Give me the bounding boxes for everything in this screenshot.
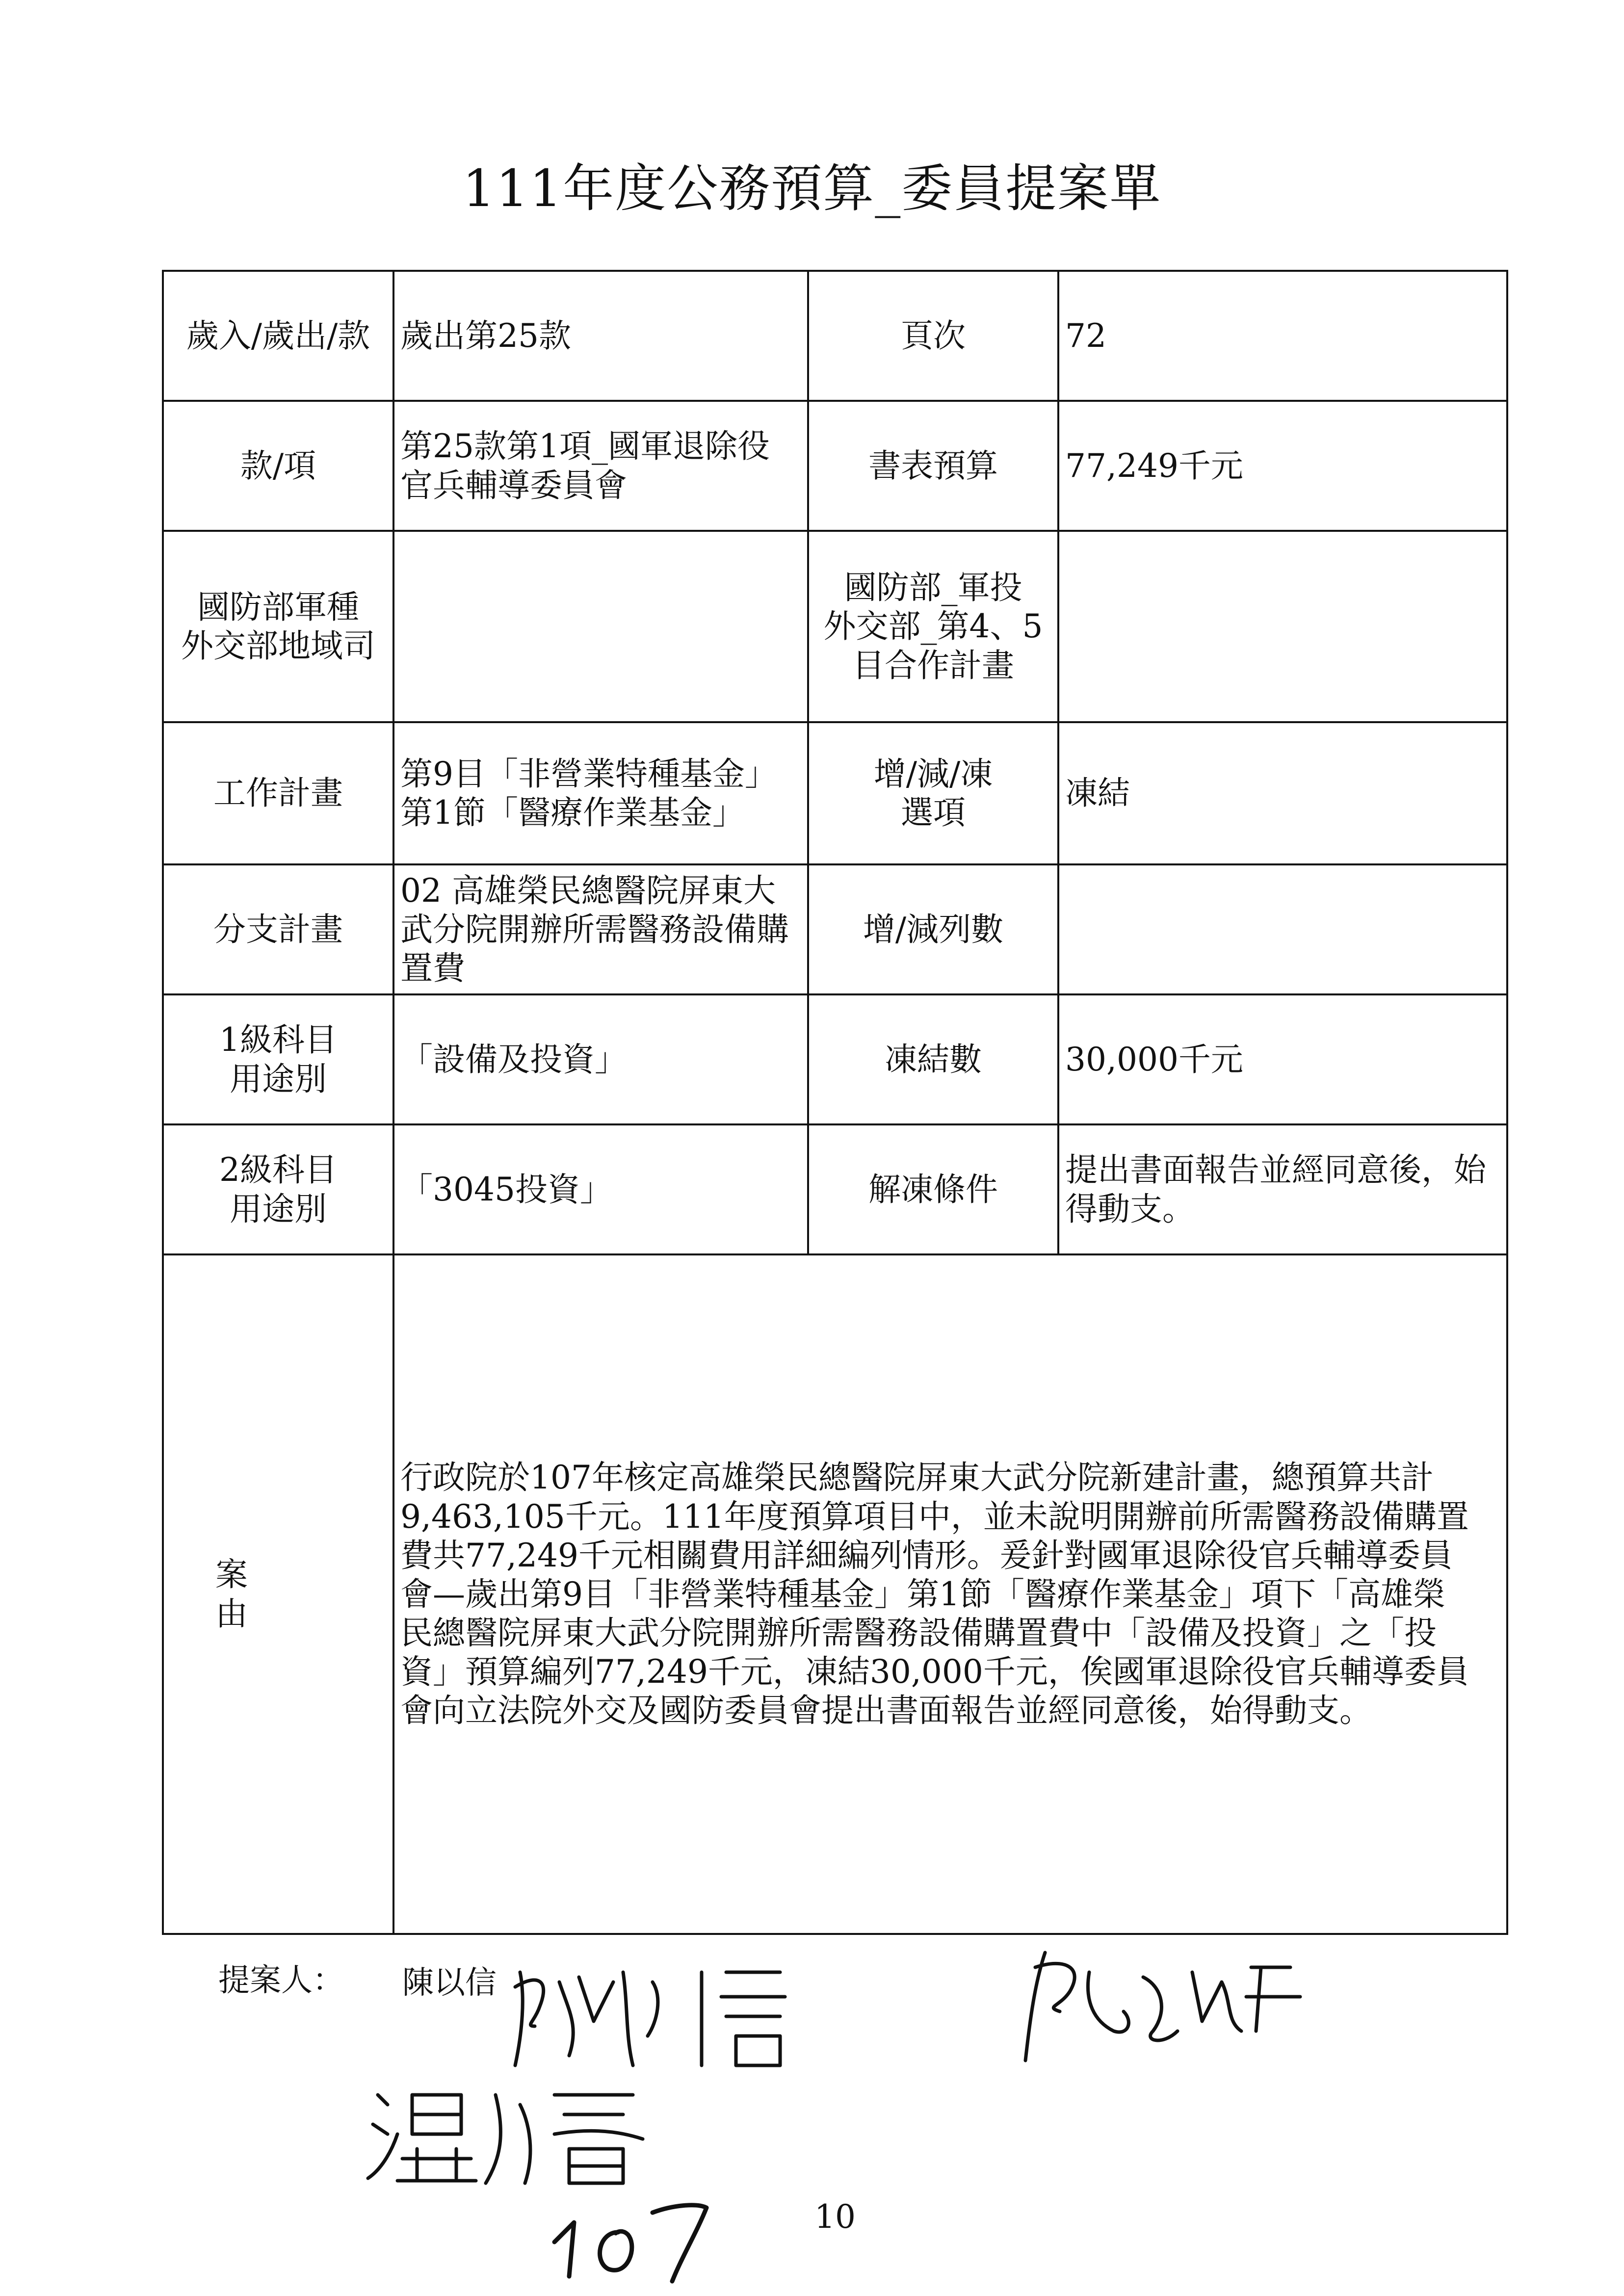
label-cooperation-plan: 國防部_軍投 外交部_第4、5 目合作計畫 [808,531,1058,722]
signature-2 [1016,1938,1310,2075]
value-branch-plan: 02 高雄榮民總醫院屏東大武分院開辦所需醫務設備購置費 [393,864,808,994]
reason-text [393,1254,1507,1934]
label-unfreeze-condition: 解凍條件 [808,1124,1058,1254]
value-level2-subject: 「3045投資」 [393,1124,808,1254]
row-defense-foreign [163,531,1507,722]
proposer-label: 提案人： [218,1962,344,1999]
row-account [163,271,1507,401]
value-work-plan: 第9目「非營業特種基金」 第1節「醫療作業基金」 [393,722,808,864]
label-item: 款/項 [163,401,393,531]
signature-3 [358,2075,672,2193]
value-page: 72 [1058,271,1507,401]
label-book-budget: 書表預算 [808,401,1058,531]
page-number: 10 [814,2198,856,2236]
proposer-name: 陳以信 [402,1965,497,2001]
label-adjust-option: 增/減/凍 選項 [808,722,1058,864]
form-title: 111年度公務預算_委員提案單 [462,158,1162,218]
row-branch-plan [163,864,1507,994]
reason-line: 會—歲出第9目「非營業特種基金」第1節「醫療作業基金」項下「高雄榮 [400,1575,1445,1613]
proposal-form-table [162,270,1508,1935]
signature-1 [505,1953,829,2080]
value-book-budget: 77,249千元 [1058,401,1507,531]
label-adjust-amount: 增/減列數 [808,864,1058,994]
value-adjust-amount [1058,864,1507,994]
value-cooperation-plan [1058,531,1507,722]
label-level1-subject: 1級科目 用途別 [163,994,393,1124]
reason-line: 資」預算編列77,249千元，凍結30,000千元，俟國軍退除役官兵輔導委員 [400,1653,1469,1691]
value-account: 歲出第25款 [393,271,808,401]
reason-line: 行政院於107年核定高雄榮民總醫院屏東大武分院新建計畫，總預算共計 [400,1459,1434,1497]
row-item [163,401,1507,531]
reason-line: 會向立法院外交及國防委員會提出書面報告並經同意後，始得動支。 [400,1692,1372,1730]
value-unfreeze-condition: 提出書面報告並經同意後，始得動支。 [1058,1124,1507,1254]
label-page: 頁次 [808,271,1058,401]
reason-line: 民總醫院屏東大武分院開辦所需醫務設備購置費中「設備及投資」之「投 [400,1614,1437,1652]
label-level2-subject: 2級科目 用途別 [163,1124,393,1254]
value-adjust-option: 凍結 [1058,722,1507,864]
value-item: 第25款第1項_國軍退除役官兵輔導委員會 [393,401,808,531]
label-account: 歲入/歲出/款 [163,271,393,401]
reason-line: 費共77,249千元相關費用詳細編列情形。爰針對國軍退除役官兵輔導委員 [400,1536,1453,1574]
value-frozen-amount: 30,000千元 [1058,994,1507,1124]
value-level1-subject: 「設備及投資」 [393,994,808,1124]
row-reason [163,1254,1507,1934]
value-defense-foreign [393,531,808,722]
label-frozen-amount: 凍結數 [808,994,1058,1124]
row-level1-subject [163,994,1507,1124]
label-branch-plan: 分支計畫 [163,864,393,994]
row-level2-subject [163,1124,1507,1254]
label-work-plan: 工作計畫 [163,722,393,864]
label-reason: 案由 [163,1254,393,1934]
row-work-plan [163,722,1507,864]
reason-line: 9,463,105千元。111年度預算項目中，並未說明開辦前所需醫務設備購置 [400,1497,1469,1536]
handwritten-number [535,2178,721,2286]
label-defense-foreign: 國防部軍種 外交部地域司 [163,531,393,722]
